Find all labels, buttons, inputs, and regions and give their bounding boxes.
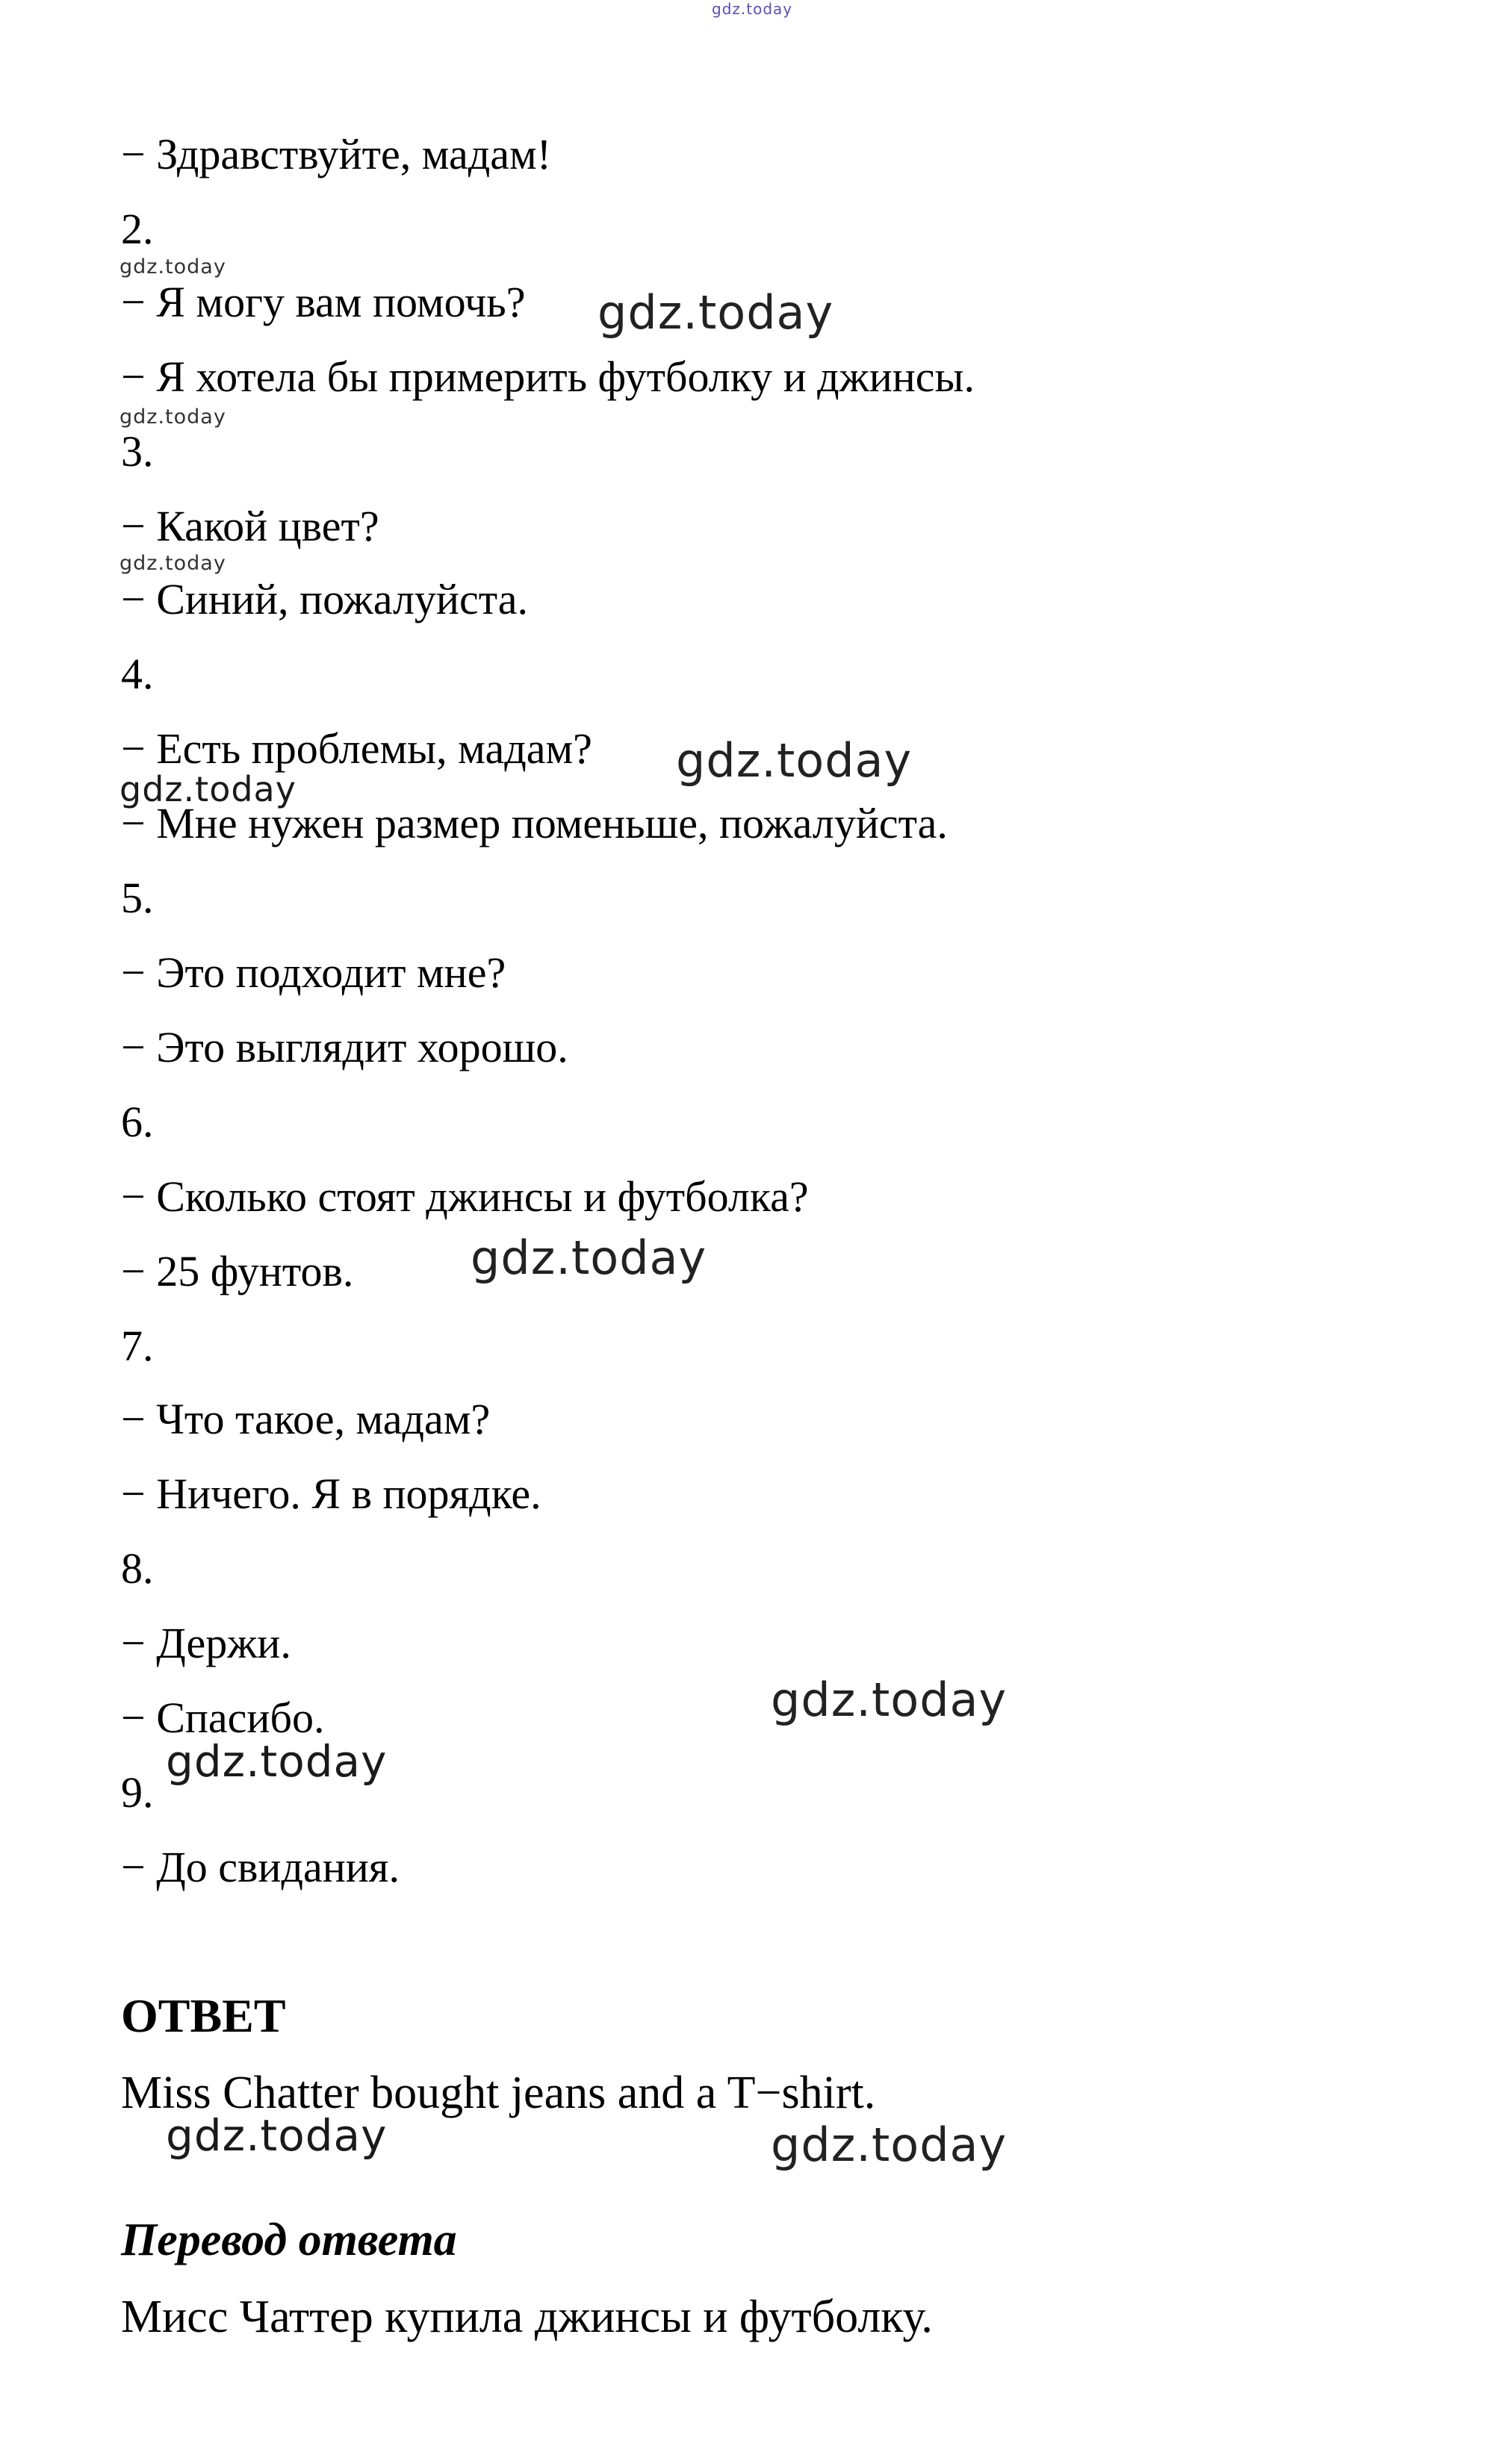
watermark-medium: gdz.today xyxy=(771,2118,1008,2172)
dialogue-line-1: − Здравствуйте, мадам! xyxy=(121,130,552,178)
dialogue-line-3a: − Какой цвет? xyxy=(121,502,379,550)
dialogue-number-3: 3. xyxy=(121,427,154,476)
answer-heading: ОТВЕТ xyxy=(121,1989,286,2042)
watermark-medium: gdz.today xyxy=(471,1231,707,1285)
dialogue-number-2: 2. xyxy=(121,205,154,253)
dialogue-number-6: 6. xyxy=(121,1098,154,1146)
dialogue-number-9: 9. xyxy=(121,1768,154,1817)
dialogue-line-5a: − Это подходит мне? xyxy=(121,948,506,997)
watermark-top: gdz.today xyxy=(712,0,793,18)
dialogue-number-8: 8. xyxy=(121,1544,154,1593)
dialogue-line-2b: − Я хотела бы примерить футболку и джинсы. xyxy=(121,352,975,401)
watermark-small: gdz.today xyxy=(119,552,226,575)
watermark-small: gdz.today xyxy=(119,769,297,809)
dialogue-line-4b: − Мне нужен размер поменьше, пожалуйста. xyxy=(121,799,948,847)
dialogue-number-5: 5. xyxy=(121,874,154,922)
translation-heading: Перевод ответа xyxy=(121,2215,457,2265)
dialogue-line-6b: − 25 фунтов. xyxy=(121,1247,354,1295)
watermark-small: gdz.today xyxy=(119,405,226,429)
watermark-small: gdz.today xyxy=(166,1736,388,1787)
watermark-small: gdz.today xyxy=(166,2110,388,2161)
dialogue-line-7a: − Что такое, мадам? xyxy=(121,1395,491,1443)
watermark-small: gdz.today xyxy=(119,255,226,279)
dialogue-line-8a: − Держи. xyxy=(121,1619,291,1667)
answer-text: Miss Chatter bought jeans and a T−shirt. xyxy=(121,2068,876,2118)
dialogue-line-8b: − Спасибо. xyxy=(121,1693,325,1742)
dialogue-number-7: 7. xyxy=(121,1322,154,1370)
dialogue-line-3b: − Синий, пожалуйста. xyxy=(121,575,528,623)
dialogue-number-4: 4. xyxy=(121,650,154,698)
dialogue-line-2a: − Я могу вам помочь? xyxy=(121,278,526,326)
dialogue-line-4a: − Есть проблемы, мадам? xyxy=(121,724,592,773)
dialogue-line-6a: − Сколько стоят джинсы и футболка? xyxy=(121,1172,809,1221)
dialogue-line-5b: − Это выглядит хорошо. xyxy=(121,1023,568,1071)
watermark-medium: gdz.today xyxy=(597,285,834,340)
dialogue-line-9a: − До свидания. xyxy=(121,1843,400,1891)
watermark-medium: gdz.today xyxy=(771,1673,1008,1727)
watermark-medium: gdz.today xyxy=(676,733,913,788)
dialogue-line-7b: − Ничего. Я в порядке. xyxy=(121,1469,541,1518)
translation-text: Мисс Чаттер купила джинсы и футболку. xyxy=(121,2292,933,2342)
